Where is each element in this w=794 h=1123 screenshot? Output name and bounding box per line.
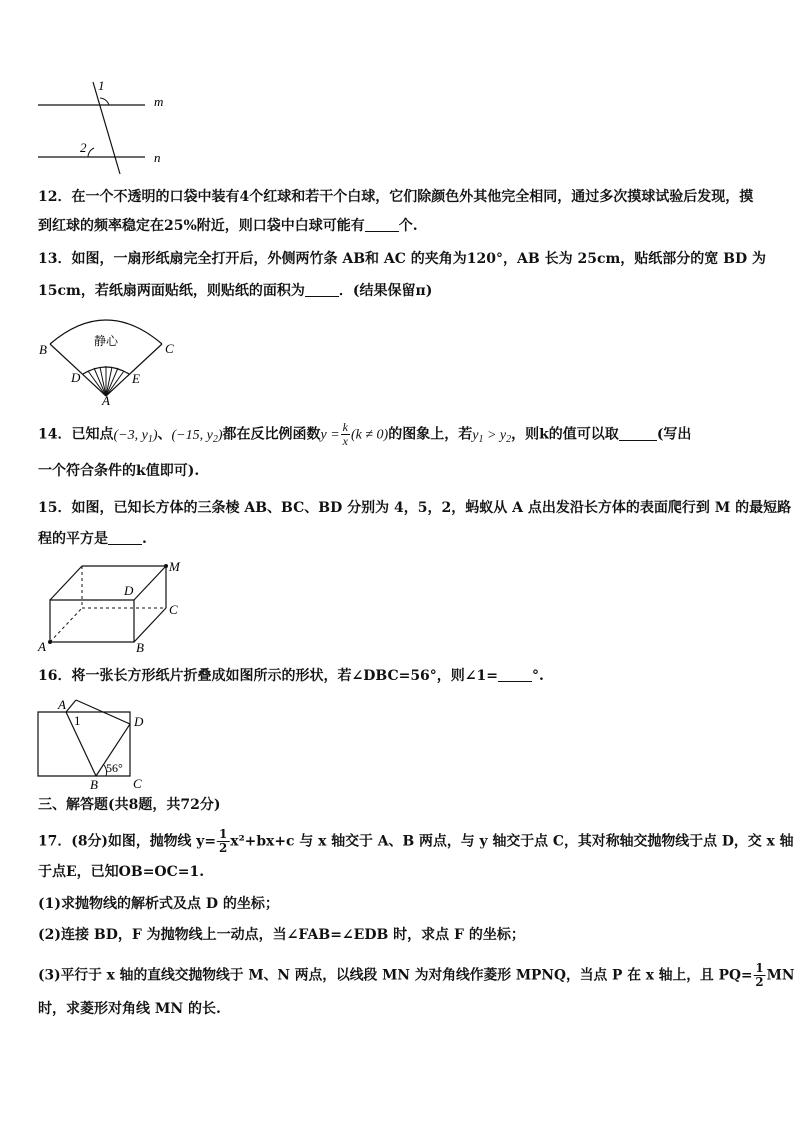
box-label-a: A xyxy=(38,639,46,654)
fold-label-c: C xyxy=(133,776,142,791)
question-14-line-2: 一个符合条件的k值即可). xyxy=(38,463,200,479)
fold-label-b: B xyxy=(90,777,98,792)
question-17-line-1: 17．(8分)如图，抛物线 y= $\frac{1}{2}$ x²+bx+c 与 x 轴交于 A、B 两点，与 y 轴交于点 C，其对称轴交抛物线于点 D，交 x 轴 xyxy=(38,827,794,855)
angle-label-1: 1 xyxy=(98,78,105,93)
question-16-line-1: 16．将一张长方形纸片折叠成如图所示的形状，若∠DBC=56°，则∠1= °. xyxy=(38,668,544,684)
angle-label-2: 2 xyxy=(80,140,87,155)
question-17-line-2: 于点E，已知OB=OC=1. xyxy=(38,864,205,880)
answer-blank-15 xyxy=(108,530,142,545)
function-y: y = xyxy=(320,427,340,443)
point-2: (−15, $y_2$) xyxy=(171,427,223,445)
fan-figure xyxy=(36,310,176,408)
line-label-n: n xyxy=(154,150,161,165)
answer-blank-14 xyxy=(619,426,657,441)
box-label-c: C xyxy=(169,602,178,617)
answer-blank-13 xyxy=(305,282,339,297)
answer-blank-16 xyxy=(498,667,532,682)
fan-label-c: C xyxy=(165,341,174,356)
inequality: $y_1 > y_2$ xyxy=(472,427,512,445)
fan-label-e: E xyxy=(132,371,140,386)
parallel-lines-figure xyxy=(30,78,180,178)
answer-blank-12 xyxy=(365,217,399,232)
fraction-k-over-x: $\frac{k}{x}$ xyxy=(342,420,348,448)
fold-label-angle-1: 1 xyxy=(74,713,81,728)
section-3-heading: 三、解答题(共8题，共72分) xyxy=(38,797,221,813)
fraction-one-half: $\frac{1}{2}$ xyxy=(219,827,228,855)
fold-angle-56: 56° xyxy=(106,761,123,775)
fan-text: 静心 xyxy=(94,334,119,348)
fan-label-b: B xyxy=(39,342,47,357)
box-label-b: B xyxy=(136,640,144,655)
question-13-line-1: 13．如图，一扇形纸扇完全打开后，外侧两竹条 AB和 AC 的夹角为120°，AB 长为 25cm，贴纸部分的宽 BD 为 xyxy=(38,251,767,267)
fold-figure xyxy=(36,694,156,792)
question-17-sub-2: (2)连接 BD，F 为抛物线上一动点，当∠FAB=∠EDB 时，求点 F 的坐标； xyxy=(38,927,525,943)
question-13-line-2: 15cm，若纸扇两面贴纸，则贴纸的面积为 ．(结果保留π) xyxy=(38,283,433,299)
question-15-line-2: 程的平方是 . xyxy=(38,531,147,547)
question-12-line-2: 到红球的频率稳定在25%附近，则口袋中白球可能有 个. xyxy=(38,218,418,234)
fan-label-d: D xyxy=(71,370,81,385)
box-figure xyxy=(36,560,186,656)
fold-label-d: D xyxy=(134,714,144,729)
point-1: (−3, $y_1$) xyxy=(113,427,158,445)
box-label-d: D xyxy=(124,583,134,598)
box-label-m: M xyxy=(169,559,180,574)
question-12-line-1: 12．在一个不透明的口袋中装有4个红球和若干个白球，它们除颜色外其他完全相同，通过多次摸球试验后发现，摸 xyxy=(38,189,754,205)
fold-label-a: A xyxy=(58,697,66,712)
question-17-sub-3: (3)平行于 x 轴的直线交抛物线于 M、N 两点，以线段 MN 为对角线作菱形 MPNQ，当点 P 在 x 轴上，且 PQ= $\frac{1}{2}$ MN xyxy=(38,961,794,989)
fraction-one-half-mn: $\frac{1}{2}$ xyxy=(755,961,764,989)
fan-label-a: A xyxy=(102,393,110,408)
function-condition: (k ≠ 0) xyxy=(350,427,389,443)
question-17-sub-1: (1)求抛物线的解析式及点 D 的坐标； xyxy=(38,896,279,912)
question-14-line-1: 14．已知点(−3, $y_1$)、(−15, $y_2$)都在反比例函数y = $\frac{k}{x}$ (k ≠ 0)的图象上，若$y_1 > y_2$，则k的值可以取 (写出 xyxy=(38,420,692,448)
question-17-last-line: 时，求菱形对角线 MN 的长. xyxy=(38,1001,221,1017)
line-label-m: m xyxy=(154,94,164,109)
question-15-line-1: 15．如图，已知长方体的三条棱 AB、BC、BD 分别为 4，5，2，蚂蚁从 A 点出发沿长方体的表面爬行到 M 的最短路 xyxy=(38,500,792,516)
